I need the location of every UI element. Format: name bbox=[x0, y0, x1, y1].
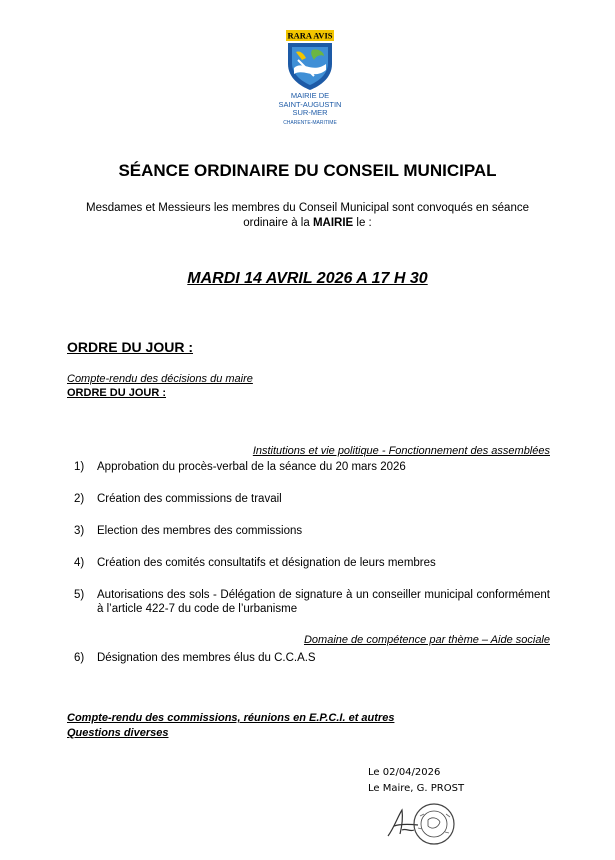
coat-of-arms-icon bbox=[284, 30, 336, 90]
agenda-item bbox=[74, 524, 550, 538]
agenda-item bbox=[74, 460, 550, 474]
logo-caption-line: SUR-MER bbox=[292, 108, 328, 118]
item-text: Création des commissions de travail bbox=[97, 493, 282, 505]
item-text: Election des membres des commissions bbox=[97, 525, 303, 537]
item-number: 5) bbox=[74, 589, 85, 601]
stamp-icon bbox=[412, 802, 456, 846]
logo-caption-line: SAINT-AUGUSTIN bbox=[278, 99, 342, 109]
agenda-item bbox=[74, 651, 550, 665]
intro-suffix: le : bbox=[356, 217, 372, 229]
item-number: 2) bbox=[74, 493, 85, 505]
item-text: Désignation des membres élus du C.C.A.S bbox=[97, 652, 316, 664]
intro-venue: MAIRIE bbox=[312, 217, 354, 229]
agenda-item bbox=[74, 492, 550, 506]
item-number: 3) bbox=[74, 525, 85, 537]
theme-social: Domaine de compétence par thème – Aide sociale bbox=[303, 634, 550, 646]
meeting-date: MARDI 14 AVRIL 2026 A 17 H 30 bbox=[187, 270, 428, 287]
item-text: Création des comités consultatifs et désignation de leurs membres bbox=[97, 557, 436, 569]
item-text: Approbation du procès-verbal de la séance du 20 mars 2026 bbox=[97, 461, 406, 473]
logo-caption-line: MAIRIE DE bbox=[290, 91, 330, 100]
other-questions: Questions diverses bbox=[67, 727, 169, 739]
logo-caption bbox=[250, 92, 370, 118]
town-logo bbox=[284, 30, 336, 95]
signature-date: Le 02/04/2026 bbox=[368, 767, 441, 778]
intro-line-1: Mesdames et Messieurs les membres du Conseil Municipal sont convoqués en séance bbox=[86, 202, 529, 214]
logo-department: CHARENTE-MARITIME bbox=[283, 120, 337, 126]
item-number: 6) bbox=[74, 652, 85, 664]
agenda-subheading: ORDRE DU JOUR : bbox=[67, 387, 167, 399]
item-text: Autorisations des sols - Délégation de signature à un conseiller municipal conformément à l’article 422-7 du code de l’urbanisme bbox=[97, 589, 550, 615]
signatory: Le Maire, G. PROST bbox=[368, 783, 465, 794]
convocation-intro bbox=[60, 201, 555, 231]
agenda-heading: ORDRE DU JOUR : bbox=[67, 339, 194, 355]
official-stamp bbox=[412, 802, 456, 851]
logo-banner: RARA AVIS bbox=[287, 30, 333, 41]
item-number: 1) bbox=[74, 461, 85, 473]
mayor-decisions-report: Compte-rendu des décisions du maire bbox=[67, 373, 253, 385]
commissions-report: Compte-rendu des commissions, réunions en E.P.C.I. et autres bbox=[67, 712, 395, 724]
intro-prefix: ordinaire à la bbox=[243, 217, 310, 229]
document-title: SÉANCE ORDINAIRE DU CONSEIL MUNICIPAL bbox=[118, 161, 497, 180]
agenda-item bbox=[74, 588, 550, 616]
theme-institutions: Institutions et vie politique - Fonctionnement des assemblées bbox=[252, 445, 550, 457]
agenda-item bbox=[74, 556, 550, 570]
item-number: 4) bbox=[74, 557, 85, 569]
intro-line-2 bbox=[60, 216, 555, 231]
